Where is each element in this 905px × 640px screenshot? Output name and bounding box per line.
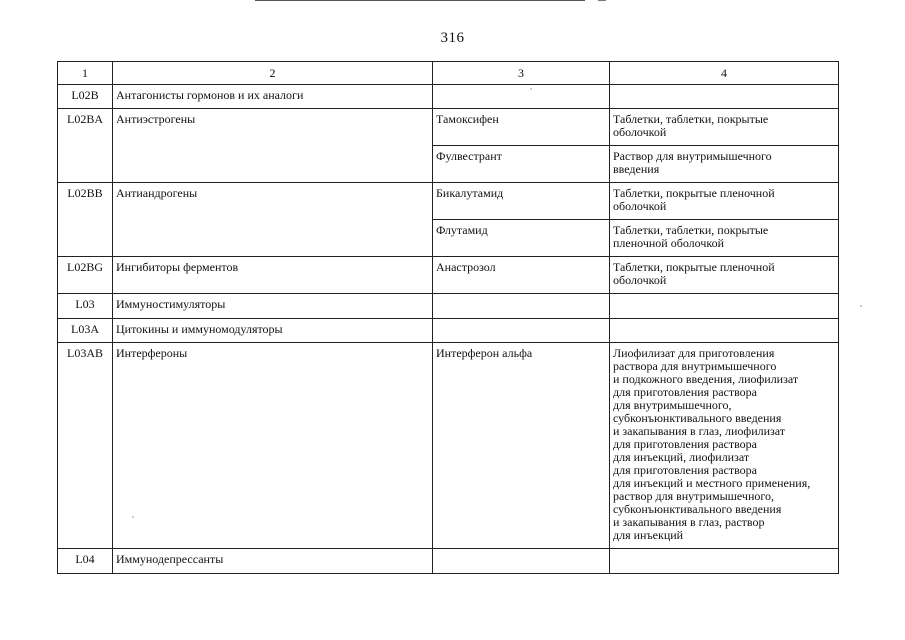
dosage-form-cell: Таблетки, таблетки, покрытые оболочкой bbox=[610, 109, 839, 146]
drug-name-cell bbox=[433, 85, 610, 109]
dosage-form-cell bbox=[610, 319, 839, 343]
atc-code-cell: L02B bbox=[58, 85, 113, 109]
drug-name-cell: Фулвестрант bbox=[433, 146, 610, 183]
dosage-form-cell: Раствор для внутримышечного введения bbox=[610, 146, 839, 183]
drug-name-cell bbox=[433, 549, 610, 574]
table-row bbox=[58, 183, 839, 220]
drug-name-cell bbox=[433, 294, 610, 319]
group-name-cell: Интерфероны bbox=[113, 343, 433, 549]
dosage-form-cell: Таблетки, таблетки, покрытые пленочной оболочкой bbox=[610, 220, 839, 257]
drug-name-cell: Анастрозол bbox=[433, 257, 610, 294]
drug-name-cell: Тамоксифен bbox=[433, 109, 610, 146]
table-row bbox=[58, 549, 839, 574]
dosage-form-cell: Лиофилизат для приготовления раствора для внутримышечного и подкожного введения, лиофилизат для приготовления раствора для внутримышечного, субконъюнктивального введения и закапывания в глаз, лиофилизат для приготовления раствора для инъекций, лиофилизат для приготовления раствора для инъекций и местного применения, раствор для внутримышечного, субконъюнктивального введения и закапывания в глаз, раствор для инъекций bbox=[610, 343, 839, 549]
table-row bbox=[58, 294, 839, 319]
atc-code-cell: L03 bbox=[58, 294, 113, 319]
atc-code-cell: L03AB bbox=[58, 343, 113, 549]
header-col-4: 4 bbox=[610, 62, 839, 85]
scan-speck bbox=[132, 516, 134, 518]
group-name-cell: Иммуностимуляторы bbox=[113, 294, 433, 319]
scan-speck bbox=[860, 305, 862, 307]
group-name-cell: Антиандрогены bbox=[113, 183, 433, 257]
group-name-cell: Антагонисты гормонов и их аналоги bbox=[113, 85, 433, 109]
group-name-cell: Цитокины и иммуномодуляторы bbox=[113, 319, 433, 343]
header-col-3: 3 bbox=[433, 62, 610, 85]
dosage-form-cell bbox=[610, 294, 839, 319]
group-name-cell: Антиэстрогены bbox=[113, 109, 433, 183]
group-name-cell: Ингибиторы ферментов bbox=[113, 257, 433, 294]
dosage-form-cell: Таблетки, покрытые пленочной оболочкой bbox=[610, 257, 839, 294]
drug-name-cell bbox=[433, 319, 610, 343]
dosage-form-cell bbox=[610, 85, 839, 109]
atc-code-cell: L02BG bbox=[58, 257, 113, 294]
atc-code-cell: L03A bbox=[58, 319, 113, 343]
header-col-2: 2 bbox=[113, 62, 433, 85]
medication-table bbox=[57, 61, 839, 574]
scan-speck bbox=[530, 88, 532, 90]
atc-code-cell: L04 bbox=[58, 549, 113, 574]
dosage-form-cell: Таблетки, покрытые пленочной оболочкой bbox=[610, 183, 839, 220]
scan-mark bbox=[598, 0, 606, 1]
table-row bbox=[58, 109, 839, 146]
group-name-cell: Иммунодепрессанты bbox=[113, 549, 433, 574]
drug-name-cell: Бикалутамид bbox=[433, 183, 610, 220]
atc-code-cell: L02BA bbox=[58, 109, 113, 183]
header-col-1: 1 bbox=[58, 62, 113, 85]
table-row bbox=[58, 85, 839, 109]
page-number: 316 bbox=[440, 30, 465, 46]
table-row bbox=[58, 257, 839, 294]
drug-name-cell: Интерферон альфа bbox=[433, 343, 610, 549]
scan-top-border bbox=[255, 0, 585, 1]
drug-name-cell: Флутамид bbox=[433, 220, 610, 257]
table-row bbox=[58, 319, 839, 343]
table-header-row bbox=[58, 62, 839, 85]
table-row bbox=[58, 343, 839, 549]
atc-code-cell: L02BB bbox=[58, 183, 113, 257]
dosage-form-cell bbox=[610, 549, 839, 574]
